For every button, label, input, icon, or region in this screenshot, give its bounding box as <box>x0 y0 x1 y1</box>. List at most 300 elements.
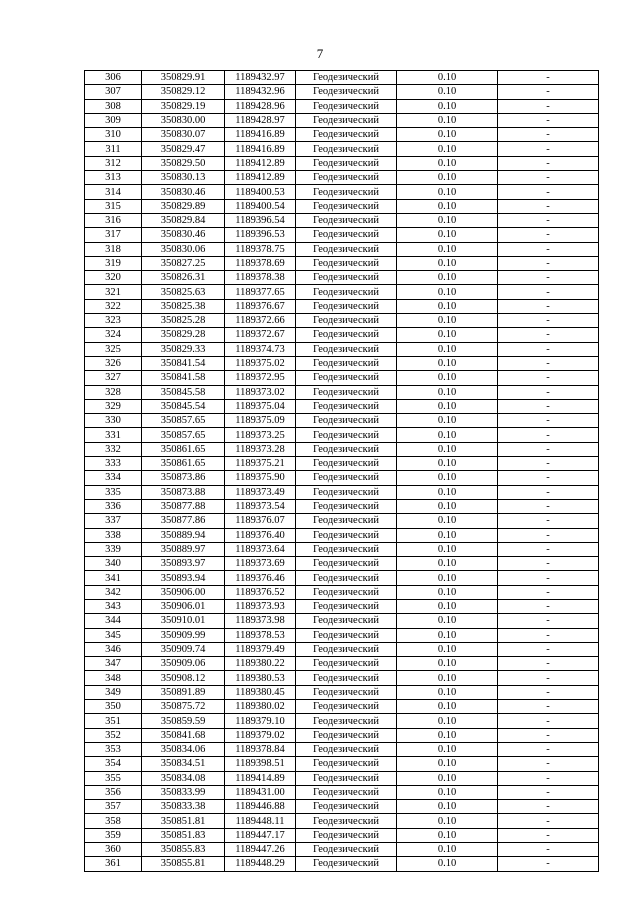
y-coordinate-cell: 1189378.84 <box>225 742 296 756</box>
x-coordinate-cell: 350841.68 <box>142 728 225 742</box>
point-number-cell: 323 <box>85 314 142 328</box>
error-cell: 0.10 <box>397 714 498 728</box>
note-cell: - <box>498 171 599 185</box>
note-cell: - <box>498 771 599 785</box>
point-number-cell: 354 <box>85 757 142 771</box>
point-number-cell: 313 <box>85 171 142 185</box>
x-coordinate-cell: 350830.06 <box>142 242 225 256</box>
table-row <box>85 71 599 85</box>
method-cell: Геодезический <box>296 314 397 328</box>
error-cell: 0.10 <box>397 499 498 513</box>
method-cell: Геодезический <box>296 857 397 871</box>
x-coordinate-cell: 350829.33 <box>142 342 225 356</box>
method-cell: Геодезический <box>296 742 397 756</box>
method-cell: Геодезический <box>296 199 397 213</box>
table-row <box>85 414 599 428</box>
note-cell: - <box>498 714 599 728</box>
table-row <box>85 485 599 499</box>
y-coordinate-cell: 1189432.97 <box>225 71 296 85</box>
y-coordinate-cell: 1189396.54 <box>225 213 296 227</box>
method-cell: Геодезический <box>296 599 397 613</box>
method-cell: Геодезический <box>296 99 397 113</box>
x-coordinate-cell: 350829.91 <box>142 71 225 85</box>
method-cell: Геодезический <box>296 299 397 313</box>
note-cell: - <box>498 843 599 857</box>
point-number-cell: 351 <box>85 714 142 728</box>
error-cell: 0.10 <box>397 228 498 242</box>
x-coordinate-cell: 350889.94 <box>142 528 225 542</box>
error-cell: 0.10 <box>397 485 498 499</box>
error-cell: 0.10 <box>397 442 498 456</box>
method-cell: Геодезический <box>296 271 397 285</box>
method-cell: Геодезический <box>296 356 397 370</box>
x-coordinate-cell: 350830.07 <box>142 128 225 142</box>
x-coordinate-cell: 350857.65 <box>142 414 225 428</box>
point-number-cell: 337 <box>85 514 142 528</box>
error-cell: 0.10 <box>397 113 498 127</box>
method-cell: Геодезический <box>296 142 397 156</box>
error-cell: 0.10 <box>397 657 498 671</box>
y-coordinate-cell: 1189448.11 <box>225 814 296 828</box>
point-number-cell: 316 <box>85 213 142 227</box>
error-cell: 0.10 <box>397 542 498 556</box>
table-row <box>85 399 599 413</box>
x-coordinate-cell: 350851.81 <box>142 814 225 828</box>
x-coordinate-cell: 350829.47 <box>142 142 225 156</box>
error-cell: 0.10 <box>397 199 498 213</box>
x-coordinate-cell: 350825.38 <box>142 299 225 313</box>
y-coordinate-cell: 1189373.54 <box>225 499 296 513</box>
method-cell: Геодезический <box>296 785 397 799</box>
method-cell: Геодезический <box>296 85 397 99</box>
note-cell: - <box>498 700 599 714</box>
x-coordinate-cell: 350829.28 <box>142 328 225 342</box>
table-row <box>85 785 599 799</box>
method-cell: Геодезический <box>296 800 397 814</box>
error-cell: 0.10 <box>397 414 498 428</box>
x-coordinate-cell: 350909.06 <box>142 657 225 671</box>
note-cell: - <box>498 442 599 456</box>
point-number-cell: 359 <box>85 828 142 842</box>
method-cell: Геодезический <box>296 685 397 699</box>
x-coordinate-cell: 350826.31 <box>142 271 225 285</box>
method-cell: Геодезический <box>296 571 397 585</box>
point-number-cell: 335 <box>85 485 142 499</box>
table-row <box>85 771 599 785</box>
method-cell: Геодезический <box>296 514 397 528</box>
method-cell: Геодезический <box>296 71 397 85</box>
error-cell: 0.10 <box>397 171 498 185</box>
note-cell: - <box>498 457 599 471</box>
x-coordinate-cell: 350830.46 <box>142 228 225 242</box>
y-coordinate-cell: 1189379.10 <box>225 714 296 728</box>
point-number-cell: 344 <box>85 614 142 628</box>
method-cell: Геодезический <box>296 542 397 556</box>
point-number-cell: 325 <box>85 342 142 356</box>
note-cell: - <box>498 785 599 799</box>
error-cell: 0.10 <box>397 71 498 85</box>
y-coordinate-cell: 1189398.51 <box>225 757 296 771</box>
x-coordinate-cell: 350829.50 <box>142 156 225 170</box>
table-row <box>85 213 599 227</box>
y-coordinate-cell: 1189380.45 <box>225 685 296 699</box>
method-cell: Геодезический <box>296 285 397 299</box>
x-coordinate-cell: 350855.81 <box>142 857 225 871</box>
method-cell: Геодезический <box>296 714 397 728</box>
error-cell: 0.10 <box>397 128 498 142</box>
table-row <box>85 299 599 313</box>
note-cell: - <box>498 399 599 413</box>
point-number-cell: 340 <box>85 557 142 571</box>
note-cell: - <box>498 671 599 685</box>
x-coordinate-cell: 350851.83 <box>142 828 225 842</box>
table-row <box>85 685 599 699</box>
error-cell: 0.10 <box>397 156 498 170</box>
y-coordinate-cell: 1189396.53 <box>225 228 296 242</box>
point-number-cell: 352 <box>85 728 142 742</box>
method-cell: Геодезический <box>296 557 397 571</box>
note-cell: - <box>498 499 599 513</box>
y-coordinate-cell: 1189414.89 <box>225 771 296 785</box>
x-coordinate-cell: 350893.97 <box>142 557 225 571</box>
method-cell: Геодезический <box>296 642 397 656</box>
x-coordinate-cell: 350825.28 <box>142 314 225 328</box>
y-coordinate-cell: 1189428.97 <box>225 113 296 127</box>
method-cell: Геодезический <box>296 485 397 499</box>
table-row <box>85 828 599 842</box>
error-cell: 0.10 <box>397 471 498 485</box>
error-cell: 0.10 <box>397 185 498 199</box>
table-row <box>85 614 599 628</box>
x-coordinate-cell: 350829.19 <box>142 99 225 113</box>
y-coordinate-cell: 1189373.93 <box>225 599 296 613</box>
error-cell: 0.10 <box>397 314 498 328</box>
note-cell: - <box>498 142 599 156</box>
error-cell: 0.10 <box>397 742 498 756</box>
point-number-cell: 346 <box>85 642 142 656</box>
method-cell: Геодезический <box>296 700 397 714</box>
error-cell: 0.10 <box>397 142 498 156</box>
method-cell: Геодезический <box>296 399 397 413</box>
table-row <box>85 800 599 814</box>
point-number-cell: 328 <box>85 385 142 399</box>
y-coordinate-cell: 1189432.96 <box>225 85 296 99</box>
x-coordinate-cell: 350834.08 <box>142 771 225 785</box>
y-coordinate-cell: 1189372.66 <box>225 314 296 328</box>
x-coordinate-cell: 350841.58 <box>142 371 225 385</box>
y-coordinate-cell: 1189374.73 <box>225 342 296 356</box>
method-cell: Геодезический <box>296 128 397 142</box>
table-row <box>85 714 599 728</box>
y-coordinate-cell: 1189378.38 <box>225 271 296 285</box>
x-coordinate-cell: 350891.89 <box>142 685 225 699</box>
y-coordinate-cell: 1189376.46 <box>225 571 296 585</box>
point-number-cell: 357 <box>85 800 142 814</box>
note-cell: - <box>498 642 599 656</box>
method-cell: Геодезический <box>296 771 397 785</box>
point-number-cell: 342 <box>85 585 142 599</box>
point-number-cell: 353 <box>85 742 142 756</box>
error-cell: 0.10 <box>397 800 498 814</box>
note-cell: - <box>498 85 599 99</box>
note-cell: - <box>498 599 599 613</box>
error-cell: 0.10 <box>397 585 498 599</box>
table-row <box>85 728 599 742</box>
note-cell: - <box>498 814 599 828</box>
note-cell: - <box>498 800 599 814</box>
y-coordinate-cell: 1189416.89 <box>225 142 296 156</box>
table-row <box>85 228 599 242</box>
y-coordinate-cell: 1189373.49 <box>225 485 296 499</box>
error-cell: 0.10 <box>397 557 498 571</box>
point-number-cell: 329 <box>85 399 142 413</box>
note-cell: - <box>498 299 599 313</box>
error-cell: 0.10 <box>397 342 498 356</box>
point-number-cell: 322 <box>85 299 142 313</box>
note-cell: - <box>498 199 599 213</box>
error-cell: 0.10 <box>397 528 498 542</box>
method-cell: Геодезический <box>296 428 397 442</box>
method-cell: Геодезический <box>296 757 397 771</box>
y-coordinate-cell: 1189379.02 <box>225 728 296 742</box>
error-cell: 0.10 <box>397 99 498 113</box>
point-number-cell: 311 <box>85 142 142 156</box>
method-cell: Геодезический <box>296 457 397 471</box>
method-cell: Геодезический <box>296 342 397 356</box>
method-cell: Геодезический <box>296 728 397 742</box>
x-coordinate-cell: 350861.65 <box>142 442 225 456</box>
y-coordinate-cell: 1189400.54 <box>225 199 296 213</box>
error-cell: 0.10 <box>397 685 498 699</box>
table-row <box>85 457 599 471</box>
point-number-cell: 326 <box>85 356 142 370</box>
error-cell: 0.10 <box>397 514 498 528</box>
note-cell: - <box>498 485 599 499</box>
note-cell: - <box>498 328 599 342</box>
note-cell: - <box>498 71 599 85</box>
table-row <box>85 256 599 270</box>
table-row <box>85 271 599 285</box>
error-cell: 0.10 <box>397 599 498 613</box>
x-coordinate-cell: 350829.89 <box>142 199 225 213</box>
error-cell: 0.10 <box>397 385 498 399</box>
note-cell: - <box>498 271 599 285</box>
y-coordinate-cell: 1189380.53 <box>225 671 296 685</box>
note-cell: - <box>498 99 599 113</box>
y-coordinate-cell: 1189373.25 <box>225 428 296 442</box>
method-cell: Геодезический <box>296 499 397 513</box>
point-number-cell: 330 <box>85 414 142 428</box>
table-row <box>85 142 599 156</box>
note-cell: - <box>498 571 599 585</box>
point-number-cell: 319 <box>85 256 142 270</box>
note-cell: - <box>498 614 599 628</box>
table-row <box>85 242 599 256</box>
x-coordinate-cell: 350908.12 <box>142 671 225 685</box>
method-cell: Геодезический <box>296 442 397 456</box>
y-coordinate-cell: 1189373.64 <box>225 542 296 556</box>
note-cell: - <box>498 657 599 671</box>
point-number-cell: 317 <box>85 228 142 242</box>
table-row <box>85 657 599 671</box>
error-cell: 0.10 <box>397 299 498 313</box>
x-coordinate-cell: 350829.12 <box>142 85 225 99</box>
table-row <box>85 542 599 556</box>
error-cell: 0.10 <box>397 271 498 285</box>
x-coordinate-cell: 350845.54 <box>142 399 225 413</box>
method-cell: Геодезический <box>296 213 397 227</box>
error-cell: 0.10 <box>397 757 498 771</box>
error-cell: 0.10 <box>397 728 498 742</box>
point-number-cell: 327 <box>85 371 142 385</box>
error-cell: 0.10 <box>397 242 498 256</box>
method-cell: Геодезический <box>296 828 397 842</box>
point-number-cell: 315 <box>85 199 142 213</box>
note-cell: - <box>498 542 599 556</box>
method-cell: Геодезический <box>296 228 397 242</box>
point-number-cell: 345 <box>85 628 142 642</box>
y-coordinate-cell: 1189375.02 <box>225 356 296 370</box>
table-row <box>85 843 599 857</box>
point-number-cell: 338 <box>85 528 142 542</box>
point-number-cell: 332 <box>85 442 142 456</box>
x-coordinate-cell: 350833.99 <box>142 785 225 799</box>
point-number-cell: 341 <box>85 571 142 585</box>
error-cell: 0.10 <box>397 256 498 270</box>
table-row <box>85 185 599 199</box>
page-number: 7 <box>316 46 324 61</box>
y-coordinate-cell: 1189375.09 <box>225 414 296 428</box>
table-row <box>85 442 599 456</box>
method-cell: Геодезический <box>296 171 397 185</box>
note-cell: - <box>498 471 599 485</box>
point-number-cell: 358 <box>85 814 142 828</box>
method-cell: Геодезический <box>296 185 397 199</box>
error-cell: 0.10 <box>397 356 498 370</box>
table-row <box>85 585 599 599</box>
y-coordinate-cell: 1189416.89 <box>225 128 296 142</box>
y-coordinate-cell: 1189400.53 <box>225 185 296 199</box>
y-coordinate-cell: 1189428.96 <box>225 99 296 113</box>
x-coordinate-cell: 350841.54 <box>142 356 225 370</box>
x-coordinate-cell: 350834.51 <box>142 757 225 771</box>
error-cell: 0.10 <box>397 399 498 413</box>
table-row <box>85 628 599 642</box>
table-row <box>85 385 599 399</box>
method-cell: Геодезический <box>296 414 397 428</box>
error-cell: 0.10 <box>397 857 498 871</box>
note-cell: - <box>498 728 599 742</box>
table-row <box>85 199 599 213</box>
y-coordinate-cell: 1189447.17 <box>225 828 296 842</box>
y-coordinate-cell: 1189376.67 <box>225 299 296 313</box>
table-row <box>85 285 599 299</box>
note-cell: - <box>498 242 599 256</box>
error-cell: 0.10 <box>397 843 498 857</box>
error-cell: 0.10 <box>397 671 498 685</box>
method-cell: Геодезический <box>296 528 397 542</box>
note-cell: - <box>498 628 599 642</box>
x-coordinate-cell: 350834.06 <box>142 742 225 756</box>
table-row <box>85 814 599 828</box>
error-cell: 0.10 <box>397 428 498 442</box>
error-cell: 0.10 <box>397 828 498 842</box>
error-cell: 0.10 <box>397 814 498 828</box>
error-cell: 0.10 <box>397 700 498 714</box>
y-coordinate-cell: 1189379.49 <box>225 642 296 656</box>
coordinates-table-body <box>85 71 599 872</box>
y-coordinate-cell: 1189375.90 <box>225 471 296 485</box>
x-coordinate-cell: 350855.83 <box>142 843 225 857</box>
point-number-cell: 308 <box>85 99 142 113</box>
error-cell: 0.10 <box>397 785 498 799</box>
x-coordinate-cell: 350861.65 <box>142 457 225 471</box>
coordinates-table <box>84 70 599 872</box>
point-number-cell: 324 <box>85 328 142 342</box>
point-number-cell: 310 <box>85 128 142 142</box>
note-cell: - <box>498 213 599 227</box>
x-coordinate-cell: 350859.59 <box>142 714 225 728</box>
table-row <box>85 428 599 442</box>
table-row <box>85 557 599 571</box>
x-coordinate-cell: 350830.46 <box>142 185 225 199</box>
method-cell: Геодезический <box>296 113 397 127</box>
point-number-cell: 312 <box>85 156 142 170</box>
x-coordinate-cell: 350906.01 <box>142 599 225 613</box>
point-number-cell: 336 <box>85 499 142 513</box>
error-cell: 0.10 <box>397 614 498 628</box>
x-coordinate-cell: 350893.94 <box>142 571 225 585</box>
y-coordinate-cell: 1189447.26 <box>225 843 296 857</box>
point-number-cell: 355 <box>85 771 142 785</box>
y-coordinate-cell: 1189378.75 <box>225 242 296 256</box>
table-row <box>85 857 599 871</box>
error-cell: 0.10 <box>397 628 498 642</box>
point-number-cell: 356 <box>85 785 142 799</box>
x-coordinate-cell: 350827.25 <box>142 256 225 270</box>
x-coordinate-cell: 350829.84 <box>142 213 225 227</box>
x-coordinate-cell: 350909.99 <box>142 628 225 642</box>
method-cell: Геодезический <box>296 843 397 857</box>
y-coordinate-cell: 1189373.02 <box>225 385 296 399</box>
method-cell: Геодезический <box>296 328 397 342</box>
x-coordinate-cell: 350910.01 <box>142 614 225 628</box>
method-cell: Геодезический <box>296 256 397 270</box>
table-row <box>85 499 599 513</box>
error-cell: 0.10 <box>397 285 498 299</box>
table-row <box>85 700 599 714</box>
note-cell: - <box>498 742 599 756</box>
point-number-cell: 318 <box>85 242 142 256</box>
note-cell: - <box>498 828 599 842</box>
error-cell: 0.10 <box>397 371 498 385</box>
table-row <box>85 171 599 185</box>
method-cell: Геодезический <box>296 371 397 385</box>
note-cell: - <box>498 256 599 270</box>
point-number-cell: 333 <box>85 457 142 471</box>
method-cell: Геодезический <box>296 242 397 256</box>
table-row <box>85 314 599 328</box>
y-coordinate-cell: 1189373.98 <box>225 614 296 628</box>
point-number-cell: 320 <box>85 271 142 285</box>
x-coordinate-cell: 350889.97 <box>142 542 225 556</box>
x-coordinate-cell: 350875.72 <box>142 700 225 714</box>
note-cell: - <box>498 385 599 399</box>
point-number-cell: 361 <box>85 857 142 871</box>
method-cell: Геодезический <box>296 156 397 170</box>
point-number-cell: 334 <box>85 471 142 485</box>
y-coordinate-cell: 1189372.67 <box>225 328 296 342</box>
